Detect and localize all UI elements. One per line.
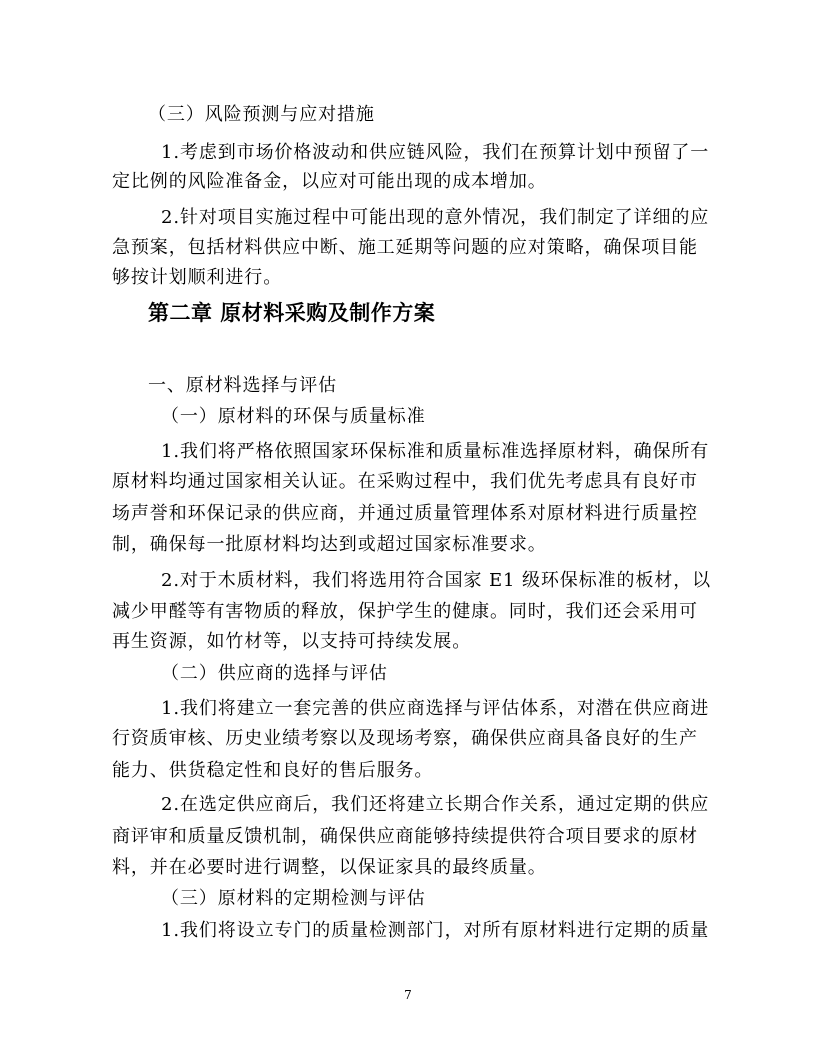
paragraph-line: 场声誉和环保记录的供应商，并通过质量管理体系对原材料进行质量控 — [112, 503, 698, 524]
subsection-heading: （二）供应商的选择与评估 — [161, 663, 388, 684]
subsection-heading-risk: （三）风险预测与应对措施 — [148, 104, 375, 125]
paragraph-line: 料，并在必要时进行调整，以保证家具的最终质量。 — [112, 857, 547, 878]
paragraph-line: 减少甲醛等有害物质的释放，保护学生的健康。同时，我们还会采用可 — [112, 601, 698, 622]
paragraph-line: 1.我们将严格依照国家环保标准和质量标准选择原材料，确保所有 — [161, 441, 710, 462]
paragraph-line: 能力、供货稳定性和良好的售后服务。 — [112, 760, 434, 781]
chapter-title: 第二章 原材料采购及制作方案 — [148, 301, 436, 325]
page-number: 7 — [404, 988, 412, 1002]
paragraph-line: 2.在选定供应商后，我们还将建立长期合作关系，通过定期的供应 — [161, 794, 710, 815]
paragraph-line: 够按计划顺利进行。 — [112, 267, 283, 288]
paragraph-line: 急预案，包括材料供应中断、施工延期等问题的应对策略，确保项目能 — [112, 237, 698, 258]
paragraph-line: 再生资源，如竹材等，以支持可持续发展。 — [112, 631, 472, 652]
paragraph-line: 制，确保每一批原材料均达到或超过国家标准要求。 — [112, 534, 547, 555]
paragraph-line: 2.针对项目实施过程中可能出现的意外情况，我们制定了详细的应 — [161, 207, 710, 228]
paragraph-line: 1.我们将设立专门的质量检测部门，对所有原材料进行定期的质量 — [161, 920, 710, 941]
paragraph-line: 行资质审核、历史业绩考察以及现场考察，确保供应商具备良好的生产 — [112, 728, 698, 749]
paragraph-line: 原材料均通过国家相关认证。在采购过程中，我们优先考虑具有良好市 — [112, 471, 698, 492]
subsection-heading: （三）原材料的定期检测与评估 — [161, 888, 426, 909]
paragraph-line: 1.我们将建立一套完善的供应商选择与评估体系，对潜在供应商进 — [161, 698, 710, 719]
paragraph-line: 2.对于木质材料，我们将选用符合国家 E1 级环保标准的板材，以 — [161, 570, 712, 591]
section-heading: 一、原材料选择与评估 — [148, 375, 337, 396]
paragraph-line: 定比例的风险准备金，以应对可能出现的成本增加。 — [112, 171, 547, 192]
paragraph-line: 商评审和质量反馈机制，确保供应商能够持续提供符合项目要求的原材 — [112, 826, 698, 847]
paragraph-line: 1.考虑到市场价格波动和供应链风险，我们在预算计划中预留了一 — [161, 142, 710, 163]
subsection-heading: （一）原材料的环保与质量标准 — [161, 406, 426, 427]
